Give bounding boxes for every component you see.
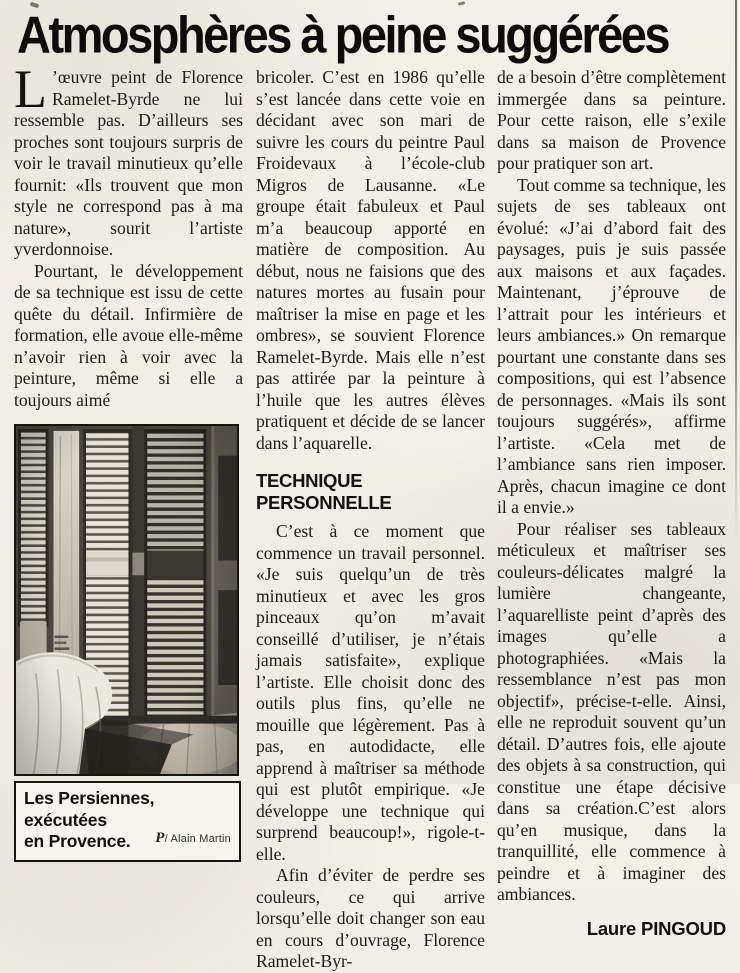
photographer-icon: P	[155, 830, 165, 846]
paragraph: Afin d’éviter de perdre ses couleurs, ce qui arrive lorsqu’elle doit changer son eau en cours d’ouvrage, Florence Ramelet-Byr-	[256, 865, 485, 971]
page-edge-rule	[735, 0, 737, 540]
paragraph: Pourtant, le développement de sa technique est issu de cette quête du détail. Infirmière de formation, elle avoue elle-même n’avoir rien à voir avec la peinture, même si elle a toujours aimé	[14, 260, 243, 410]
author-byline: Laure PINGOUD	[586, 917, 726, 939]
paragraph: Tout comme sa technique, les sujets de ses tableaux ont évolué: «J’ai d’abord fait des paysages, puis je suis passée aux maisons et aux façades. Maintenant, j’éprouve de l’attrait pour les intérieurs et leurs ambiances.» On remarque pourtant une constante dans ses compositions, qui est l’absence de personnages. «Mais ils sont toujours suggérés», affirme l’artiste. «Cela met de l’ambiance sans rien imposer. Après, chacun imagine ce dont il a envie.»	[497, 174, 726, 517]
article-headline: Atmosphères à peine suggérées	[17, 5, 669, 64]
figure-persiennes	[14, 424, 241, 862]
column-3	[497, 67, 726, 940]
photo-credit	[155, 828, 231, 851]
paragraph	[14, 59, 243, 261]
paragraph: de a besoin d’être complètement immergée dans sa peinture. Pour cette raison, elle s’exile dans sa maison de Provence pour pratiquer son art.	[497, 67, 726, 173]
caption-line-2: en Provence.	[24, 831, 131, 851]
photo-frame	[14, 424, 239, 776]
column-1	[14, 59, 243, 862]
photo-caption-box	[14, 781, 241, 862]
dropcap-letter: L	[14, 59, 47, 119]
paragraph: C’est à ce moment que commence un travail personnel. «Je suis quelqu’un de très minutieux et avec les gros pinceaux qu’on m’avait conseillé d’utiliser, je n’étais jamais satisfaite», explique l’artiste. Elle choisit donc des outils plus fins, qu’elle ne mouille que légèrement. Pas à pas, en autodidacte, elle apprend à maîtriser sa méthode qui est plutôt empirique. «Je développe une technique qui surprend beaucoup!», rigole-t-elle.	[256, 521, 485, 864]
caption-line-1: Les Persiennes, exécutées	[24, 788, 155, 830]
column-2	[256, 67, 485, 973]
credit-text: / Alain Martin	[164, 833, 231, 845]
paragraph: bricoler. C’est en 1986 qu’elle s’est lancée dans cette voie en décidant avec son mari de suivre les cours du peintre Paul Froidevaux à l’école-club Migros de Lausanne. «Le groupe était fabuleux et Paul m’a beaucoup apporté en matière de composition. Au début, nous ne faisions que des natures mortes au fusain pour maîtriser la mise en page et les ombres», se souvient Florence Ramelet-Byrde. Mais elle n’est pas attirée par la peinture à l’huile que les autres élèves pratiquent et décide de se lancer dans l’aquarelle.	[256, 67, 485, 453]
section-subhead: TECHNIQUE PERSONNELLE	[256, 470, 392, 513]
paragraph-text: ’œuvre peint de Florence Ramelet-Byrde ne lui ressemble pas. D’ailleurs ses proches sont toujours surpris de voir le travail minutieux qu’elle fournit: «Ils trouvent que mon style ne correspond pas à ma nature», sourit l’artiste yverdonnoise.	[14, 67, 243, 259]
persiennes-photo	[16, 426, 237, 774]
paragraph: Pour réaliser ses tableaux méticuleux et maîtriser ses couleurs-délicates malgré la lumière changeante, l’aquarelliste peint d’après des images qu’elle a photographiées. «Mais la ressemblance n’est pas mon objectif», précise-t-elle. Ainsi, elle ne reproduit souvent qu’un détail. D’autres fois, elle ajoute des objets à sa construction, qui constitue une étape décisive dans sa création.C’est alors qu’en musique, dans la tranquillité, elle commence à peindre et à imaginer des ambiances.	[497, 518, 726, 904]
